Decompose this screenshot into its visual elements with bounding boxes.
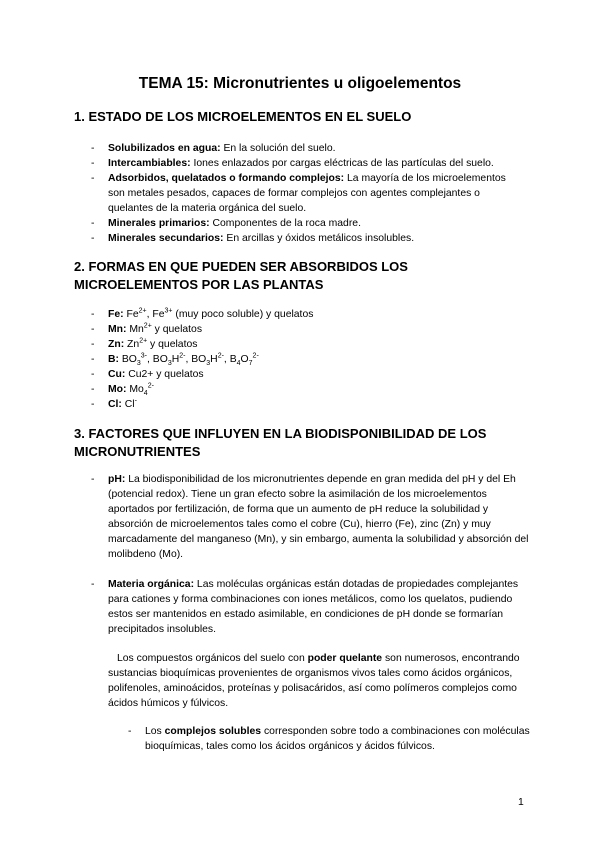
formula-charge: 2+ bbox=[138, 307, 147, 315]
item-text: corresponden sobre todo a combinaciones con moléculas bioquímicas, tales como los ácidos orgánicos y ácidos fúlvicos. bbox=[145, 726, 530, 752]
list-item bbox=[91, 141, 531, 156]
formula-charge: - bbox=[134, 397, 137, 405]
item-term: Cl: bbox=[108, 399, 122, 410]
formula-charge: 2+ bbox=[143, 322, 152, 330]
item-text: Componentes de la roca madre. bbox=[209, 218, 361, 229]
item-term: Mo: bbox=[108, 384, 127, 395]
section-1-heading: 1. ESTADO DE LOS MICROELEMENTOS EN EL SUELO bbox=[74, 109, 412, 124]
paragraph-text: son numerosos, encontrando sustancias bioquímicas provenientes de organismos vivos tales como ácidos orgánicos, polifenoles, aminoácidos, proteínas y polisacáridos, así como polímeros complejos como ácidos húmicos y fúlvicos. bbox=[108, 653, 520, 709]
item-term: Adsorbidos, quelatados o formando complejos: bbox=[108, 173, 345, 184]
list-item bbox=[91, 171, 531, 216]
formula-subscript: 3 bbox=[136, 360, 141, 368]
item-term: Mn: bbox=[108, 324, 127, 335]
item-text: Las moléculas orgánicas están dotadas de propiedades complejantes para cationes y forma combinaciones con iones metálicos, como los quelatos, pudiendo estos ser mantenidos en estado asimilable, en condiciones de pH donde se formarían precipitados insolubles. bbox=[108, 579, 519, 635]
item-term: Zn: bbox=[108, 339, 125, 350]
formula-subscript: 4 bbox=[143, 390, 148, 398]
section-3-heading: 3. FACTORES QUE INFLUYEN EN LA BIODISPONIBILIDAD DE LOS MICRONUTRIENTES bbox=[74, 426, 487, 459]
item-term: Materia orgánica: bbox=[108, 579, 195, 590]
paragraph-bold: poder quelante bbox=[307, 653, 383, 664]
formula-part: , BO bbox=[185, 354, 207, 365]
item-term: complejos solubles bbox=[164, 726, 262, 737]
item-term: Solubilizados en agua: bbox=[108, 143, 221, 154]
section-3-list bbox=[91, 472, 531, 637]
formula-subscript: 3 bbox=[206, 360, 211, 368]
section-2-heading: 2. FORMAS EN QUE PUEDEN SER ABSORBIDOS LOS MICROELEMENTOS POR LAS PLANTAS bbox=[74, 259, 408, 292]
list-item bbox=[91, 577, 531, 637]
formula-charge: 2- bbox=[217, 352, 224, 360]
item-term: Cu: bbox=[108, 369, 126, 380]
item-text: y quelatos bbox=[147, 339, 198, 350]
paragraph-quelantes bbox=[108, 651, 534, 711]
list-item bbox=[91, 472, 531, 562]
formula-part: Mn bbox=[129, 324, 144, 335]
list-item bbox=[91, 337, 531, 352]
formula-charge: 2- bbox=[252, 352, 259, 360]
list-item bbox=[91, 216, 531, 231]
paragraph-text: Los compuestos orgánicos del suelo con bbox=[117, 653, 308, 664]
formula-subscript: 3 bbox=[167, 360, 172, 368]
formula-charge: 3- bbox=[140, 352, 148, 360]
list-item bbox=[91, 352, 531, 367]
formula-part: Fe bbox=[126, 309, 139, 320]
formula-part: , Fe bbox=[146, 309, 165, 320]
item-term: Intercambiables: bbox=[108, 158, 191, 169]
formula-part: , B bbox=[223, 354, 237, 365]
formula-part: , BO bbox=[147, 354, 168, 365]
item-term: Fe: bbox=[108, 309, 124, 320]
formula-charge: 2- bbox=[147, 382, 154, 390]
formula-part: O bbox=[240, 354, 249, 365]
list-item bbox=[91, 382, 531, 397]
list-item bbox=[91, 231, 531, 246]
list-item bbox=[128, 724, 532, 754]
formula-part: Cl bbox=[124, 399, 135, 410]
page-number: 1 bbox=[518, 797, 524, 808]
item-term: Minerales secundarios: bbox=[108, 233, 224, 244]
item-text: Cu2+ y quelatos bbox=[125, 369, 204, 380]
list-item bbox=[91, 397, 531, 412]
item-term: B: bbox=[108, 354, 119, 365]
item-term: Minerales primarios: bbox=[108, 218, 210, 229]
item-term: pH: bbox=[108, 474, 126, 485]
formula-part: H bbox=[171, 354, 180, 365]
formula-subscript: 4 bbox=[236, 360, 241, 368]
item-text: Los bbox=[145, 726, 165, 737]
formula-charge: 2- bbox=[179, 352, 186, 360]
formula-charge: 2+ bbox=[139, 337, 148, 345]
item-text: y quelatos bbox=[151, 324, 203, 335]
list-item bbox=[91, 367, 531, 382]
section-1-list bbox=[91, 141, 531, 246]
item-text: En arcillas y óxidos metálicos insolubles. bbox=[223, 233, 415, 244]
formula-subscript: 7 bbox=[248, 360, 253, 368]
item-text: Iones enlazados por cargas eléctricas de las partículas del suelo. bbox=[190, 158, 494, 169]
section-2-list bbox=[91, 307, 531, 412]
formula-part: Mo bbox=[129, 384, 144, 395]
document-title: TEMA 15: Micronutrientes u oligoelementos bbox=[138, 75, 462, 92]
item-text: (muy poco soluble) y quelatos bbox=[172, 309, 314, 320]
formula-part: H bbox=[210, 354, 218, 365]
formula-charge: 3+ bbox=[164, 307, 173, 315]
section-3-sublist bbox=[128, 724, 532, 754]
item-text: La mayoría de los microelementos son metales pesados, capaces de formar complejos con agentes complejantes o quelantes de la materia orgánica del suelo. bbox=[108, 173, 506, 214]
list-item bbox=[91, 307, 531, 322]
formula-part: BO bbox=[121, 354, 137, 365]
item-text: La biodisponibilidad de los micronutrientes depende en gran medida del pH y del Eh (potencial redox). Tiene un gran efecto sobre la asimilación de los microelementos aportados por fertilización, de forma que un aumento de pH reduce la solubilidad y absorción de microelementos tales como el cobre (Cu), hierro (Fe), zinc (Zn) y muy marcadamente del manganeso (Mn), y sin embargo, aumenta la solubilidad y absorción del molibdeno (Mo). bbox=[108, 474, 529, 560]
list-item bbox=[91, 156, 531, 171]
item-text: En la solución del suelo. bbox=[220, 143, 336, 154]
list-item bbox=[91, 322, 531, 337]
formula-part: Zn bbox=[127, 339, 140, 350]
